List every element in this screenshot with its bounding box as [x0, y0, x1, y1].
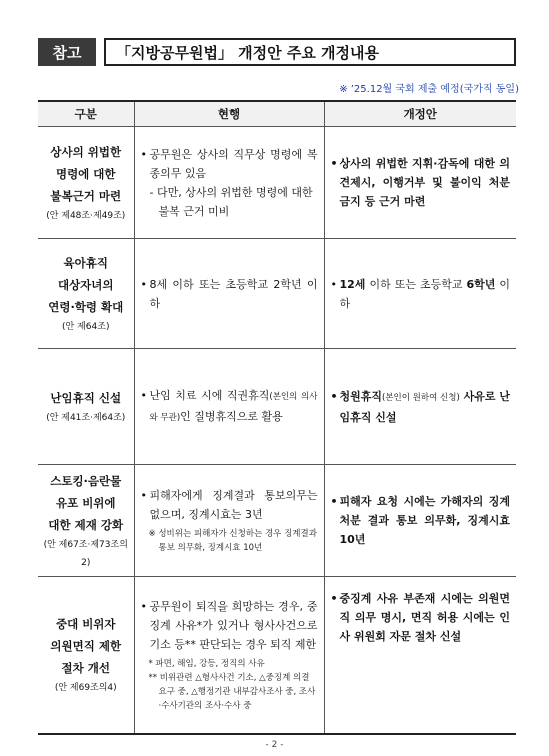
- revised-text: • 중징계 사유 부존재 시에는 의원면직 의무 명시, 면직 허용 시에는 인사 위원회 자문 절차 신설: [331, 589, 511, 646]
- current-cell: [134, 127, 324, 239]
- category-title-line: 절차 개선: [61, 660, 110, 675]
- table-row: [38, 349, 516, 465]
- category-title-line: 유포 비위에: [55, 495, 116, 510]
- submission-note: ※ ’25.12월 국회 제출 예정(국가직 동일): [339, 84, 519, 95]
- current-text: • 피해자에게 징계결과 통보의무는 없으며, 징계시효는 3년: [141, 486, 318, 524]
- current-note: (본인의 의사와 무관): [149, 391, 318, 423]
- category-title-line: 육아휴직: [63, 255, 108, 270]
- table-row: [38, 239, 516, 349]
- article-reference: (안 제67조·제73조의2): [43, 539, 128, 568]
- revised-text-part: 이하: [339, 277, 511, 310]
- revised-age: 12세: [339, 277, 366, 291]
- category-title-line: 대한 제재 강화: [48, 517, 124, 532]
- amendment-table: [38, 100, 516, 735]
- current-text: [141, 386, 318, 428]
- current-text-part: 인 질병휴직으로 활용: [180, 409, 283, 423]
- current-footnote: ※ 성비위는 피해자가 신청하는 경우 징계결과 통보 의무화, 징계시효 10년: [148, 529, 317, 553]
- category-title-line: 중대 비위자: [55, 616, 116, 631]
- revised-cell: [324, 465, 516, 577]
- category-cell: [38, 577, 134, 734]
- revised-text: • 피해자 요청 시에는 가해자의 징계 처분 결과 통보 의무화, 징계시효 10년: [331, 492, 511, 549]
- page-number: - 2 -: [265, 740, 284, 750]
- table-row: [38, 465, 516, 577]
- article-reference: (안 제64조): [62, 321, 110, 332]
- revised-text: [331, 275, 511, 313]
- revised-cell: [324, 239, 516, 349]
- column-header-revised: 개정안: [324, 101, 516, 127]
- current-text: • 공무원은 상사의 직무상 명령에 복종의무 있음: [141, 145, 318, 183]
- category-title-line: 상사의 위법한: [50, 144, 122, 159]
- table-row: [38, 577, 516, 734]
- category-title-line: 명령에 대한: [55, 166, 116, 181]
- current-cell: [134, 465, 324, 577]
- current-text: • 8세 이하 또는 초등학교 2학년 이하: [141, 275, 318, 313]
- article-reference: (안 제69조의4): [54, 682, 117, 693]
- revised-text-part: 이하 또는 초등학교: [365, 277, 467, 291]
- current-footnote: * 파면, 해임, 강등, 정직의 사유: [148, 658, 265, 669]
- revised-cell: [324, 577, 516, 734]
- current-cell: [134, 349, 324, 465]
- current-subtext: - 다만, 상사의 위법한 명령에 대한 불복 근거 미비: [149, 185, 313, 218]
- category-title-line: 스토킹·음란물: [50, 473, 122, 488]
- revised-cell: [324, 127, 516, 239]
- revised-text: • 상사의 위법한 지휘·감독에 대한 의견제시, 이행거부 및 불이익 처분 금지 등 근거 마련: [331, 154, 511, 211]
- table-row: [38, 127, 516, 239]
- column-header-current: 현행: [134, 101, 324, 127]
- category-cell: [38, 465, 134, 577]
- revised-grade: 6학년: [466, 277, 496, 291]
- revised-cell: [324, 349, 516, 465]
- category-title-line: 의원면직 제한: [50, 638, 122, 653]
- current-text: • 공무원이 퇴직을 희망하는 경우, 중징계 사유*가 있거나 형사사건으로 기소 등** 판단되는 경우 퇴직 제한: [141, 597, 318, 654]
- column-header-category: 구분: [38, 101, 134, 127]
- page-title: 「지방공무원법」 개정안 주요 개정내용: [104, 38, 516, 66]
- current-cell: [134, 239, 324, 349]
- category-title-line: 대상자녀의: [57, 277, 114, 292]
- revised-note: (본인이 원하여 신청): [382, 392, 460, 403]
- reference-badge: 참고: [38, 38, 96, 66]
- category-title-line: 불복근거 마련: [50, 188, 122, 203]
- category-cell: [38, 127, 134, 239]
- article-reference: (안 제48조·제49조): [46, 210, 126, 221]
- current-text-part: 난임 치료 시에 직권휴직: [149, 388, 270, 402]
- revised-text-part: 청원휴직: [339, 389, 383, 403]
- category-title-line: 난임휴직 신설: [50, 390, 122, 405]
- revised-text: [331, 387, 511, 427]
- category-title-line: 연령·학령 확대: [48, 299, 124, 314]
- document-header: [38, 38, 516, 66]
- article-reference: (안 제41조·제64조): [46, 412, 126, 423]
- revised-text-part: 사유로 난임휴직 신설: [339, 389, 510, 424]
- category-cell: [38, 349, 134, 465]
- current-footnote: ** 비위관련 △형사사건 기소, △중징계 의결 요구 중, △행정기관 내부감사조사 중, 조사·수사기관의 조사·수사 중: [148, 672, 316, 711]
- category-cell: [38, 239, 134, 349]
- table-header-row: [38, 101, 516, 127]
- current-cell: [134, 577, 324, 734]
